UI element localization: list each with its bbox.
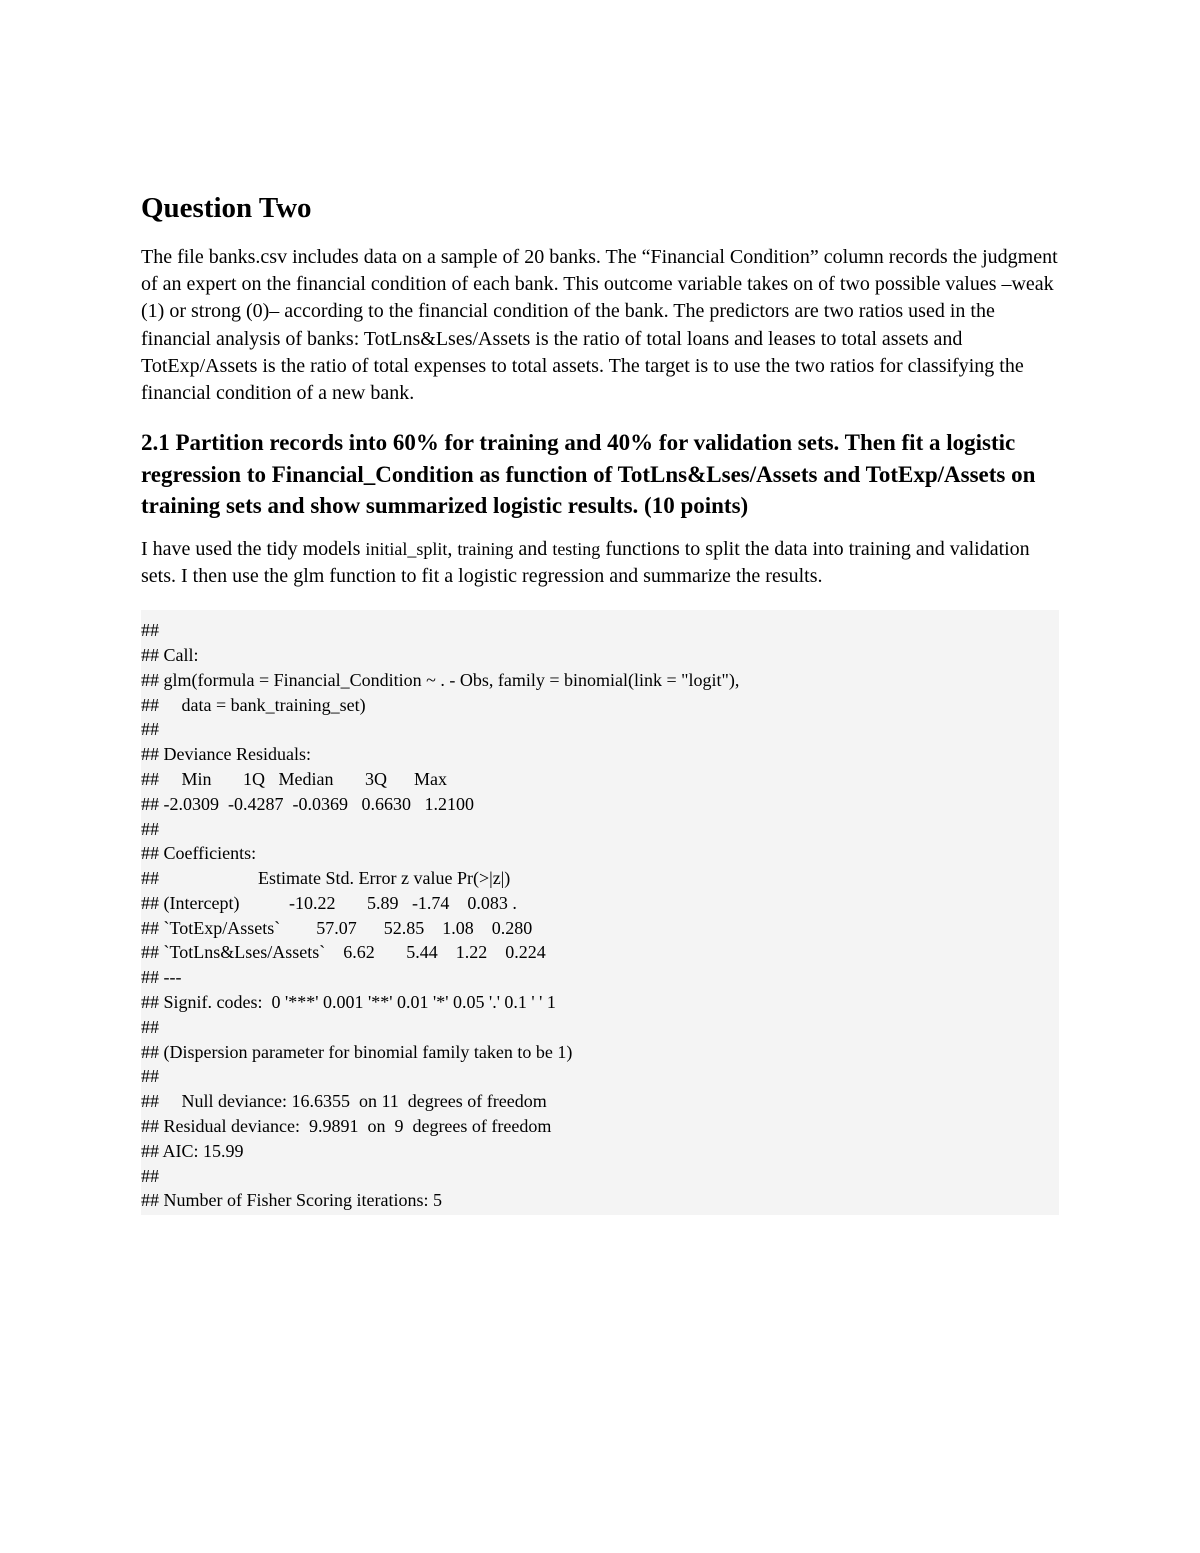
code-line: ## -2.0309 -0.4287 -0.0369 0.6630 1.2100 [141,793,474,814]
answer-text: functions to split the data into training and validation sets. I then use the glm function to fit a logistic regression and summarize the results. [141,537,1030,587]
r-output-code-block [141,610,1059,1215]
code-line: ## (Intercept) -10.22 5.89 -1.74 0.083 . [141,892,517,913]
code-line: ## glm(formula = Financial_Condition ~ . - Obs, family = binomial(link = "logit"), [141,669,740,690]
code-line: ## Residual deviance: 9.9891 on 9 degrees of freedom [141,1116,552,1137]
answer-text: I have used the tidy models [141,537,366,560]
code-line: ## Number of Fisher Scoring iterations: 5 [141,1190,442,1211]
answer-paragraph [141,536,1059,590]
code-line: ## Signif. codes: 0 '***' 0.001 '**' 0.01 '*' 0.05 '.' 0.1 ' ' 1 [141,992,556,1013]
code-line: ## (Dispersion parameter for binomial family taken to be 1) [141,1041,573,1062]
section-heading: 2.1 Partition records into 60% for training and 40% for validation sets. Then fit a logistic regression to Financial_Condition as function of TotLns&Lses/Assets and TotExp/Assets on training sets and show summarized logistic results. (10 points) [141,430,1036,519]
code-line: ## `TotLns&Lses/Assets` 6.62 5.44 1.22 0.224 [141,942,546,963]
code-line: ## [141,818,159,839]
code-line: ## --- [141,967,182,988]
code-line: ## Min 1Q Median 3Q Max [141,768,447,789]
code-line: ## Null deviance: 16.6355 on 11 degrees of freedom [141,1091,547,1112]
code-line: ## `TotExp/Assets` 57.07 52.85 1.08 0.280 [141,917,533,938]
answer-text: and [513,537,553,560]
code-line: ## [141,1066,159,1087]
inline-code-initial-split: initial_split [365,538,448,559]
code-line: ## Estimate Std. Error z value Pr(>|z|) [141,868,511,889]
answer-text: , [447,537,458,560]
code-line: ## Deviance Residuals: [141,744,311,765]
code-line: ## [141,719,159,740]
code-line: ## AIC: 15.99 [141,1140,244,1161]
code-line: ## Coefficients: [141,843,257,864]
page-title: Question Two [141,192,312,224]
code-line: ## data = bank_training_set) [141,694,366,715]
code-line: ## [141,620,159,641]
intro-paragraph: The file banks.csv includes data on a sample of 20 banks. The “Financial Condition” column records the judgment of an expert on the financial condition of each bank. This outcome variable takes on of two possible values –weak (1) or strong (0)– according to the financial condition of the bank. The predictors are two ratios used in the financial analysis of banks: TotLns&Lses/Assets is the ratio of total loans and leases to total assets and TotExp/Assets is the ratio of total expenses to total assets. The target is to use the two ratios for classifying the financial condition of a new bank. [141,246,1058,405]
document-page [141,190,1059,1215]
code-line: ## Call: [141,644,199,665]
inline-code-training: training [457,538,514,559]
inline-code-testing: testing [552,538,601,559]
code-line: ## [141,1016,159,1037]
code-line: ## [141,1165,159,1186]
